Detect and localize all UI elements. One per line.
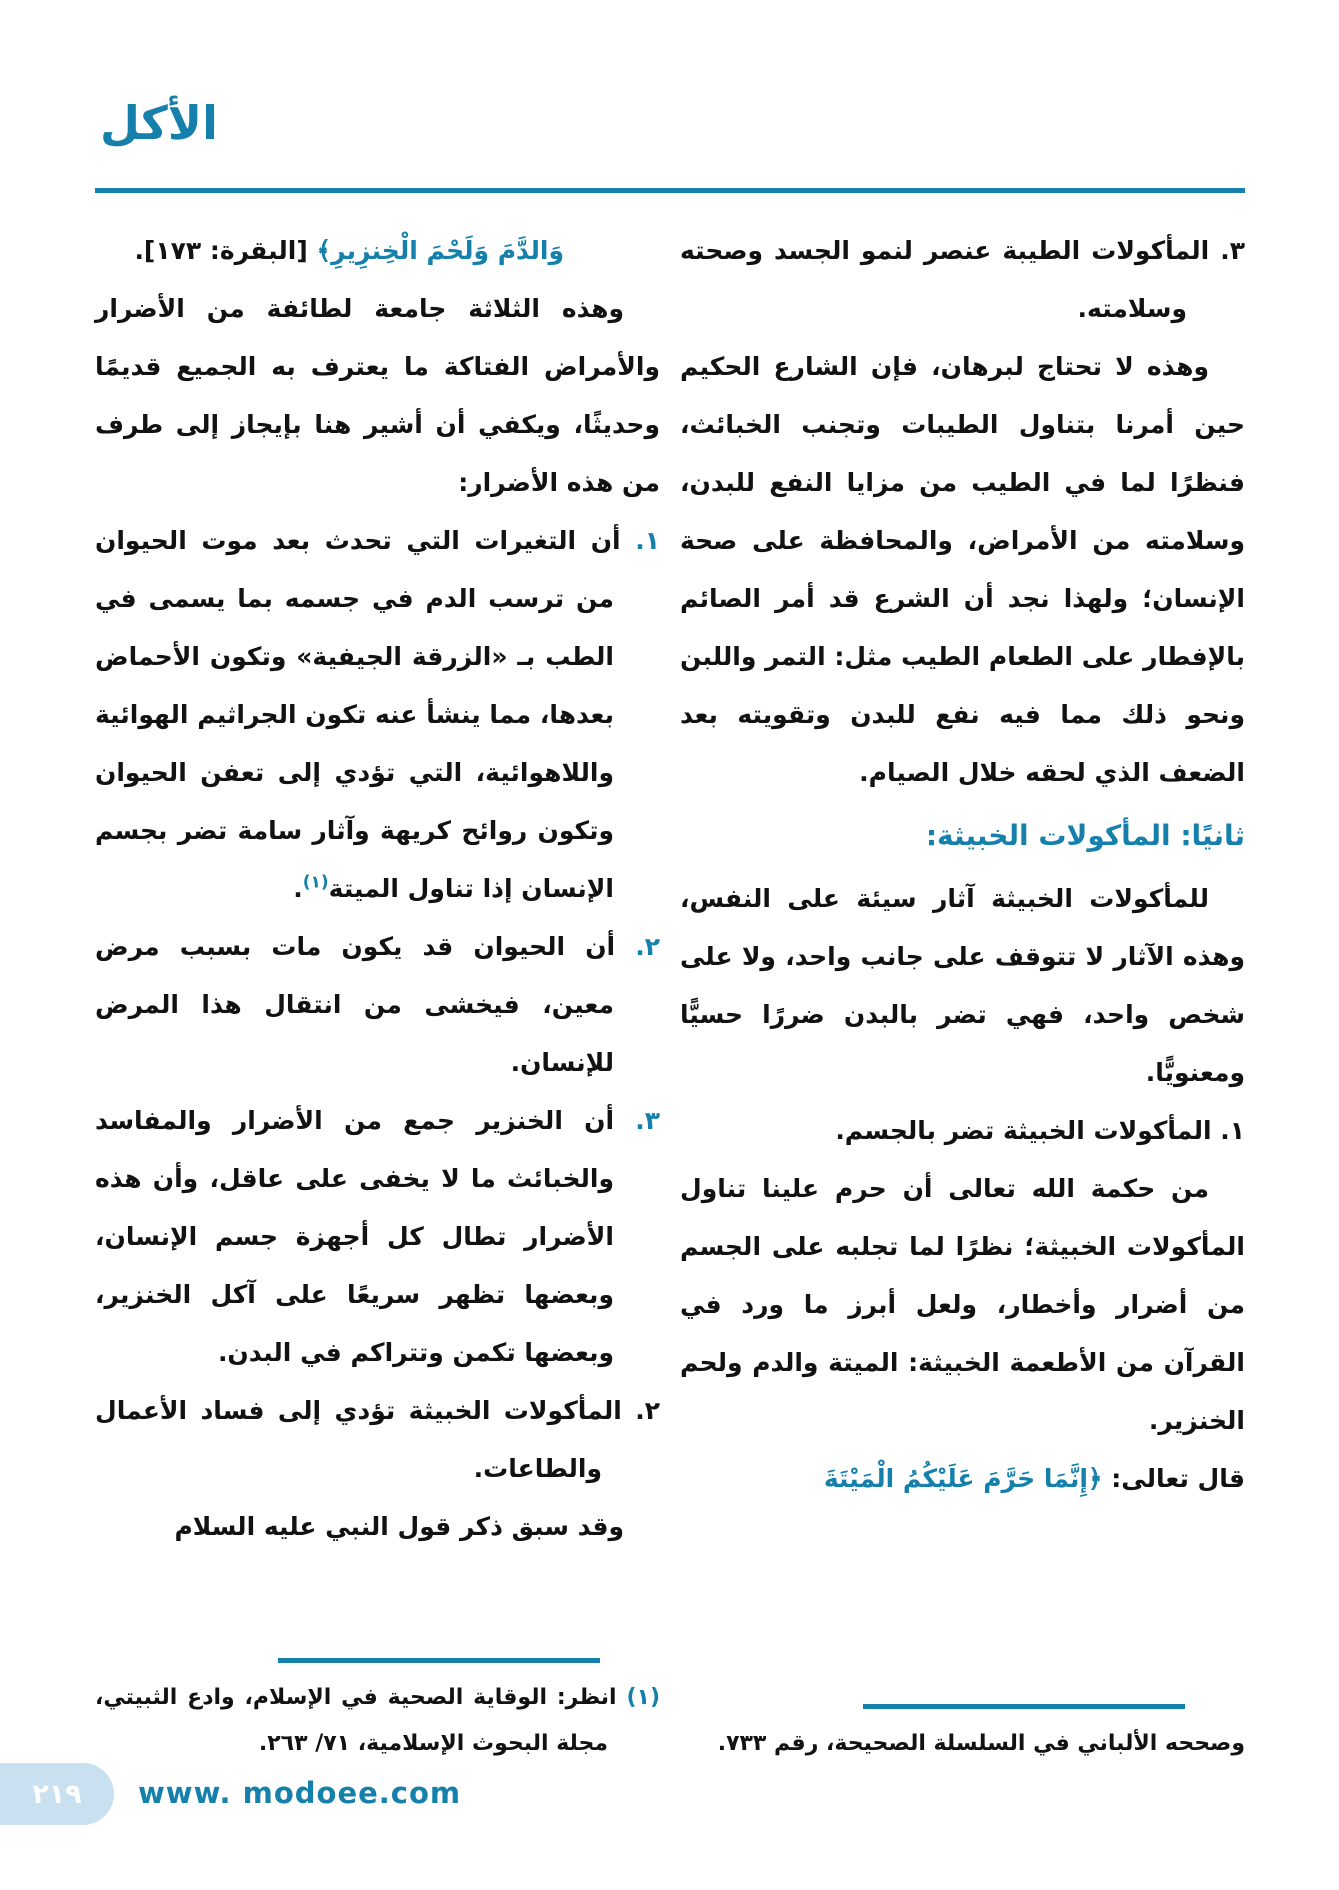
sub-item-3 (95, 1092, 660, 1382)
quran-verse-text: وَالدَّمَ وَلَحْمَ الْخِنزِيرِ﴾ (316, 236, 564, 265)
sub-item-number: ١. (620, 526, 661, 555)
section-heading-khabitha: ثانيًا: المأكولات الخبيثة: (925, 819, 1245, 852)
sub-item-number: ٣. (614, 1106, 660, 1135)
paragraph-sabaq: وقد سبق ذكر قول النبي عليه السلام (174, 1512, 624, 1541)
column-right (680, 222, 1245, 1767)
numbered-point-tayyibat: ٣. المأكولات الطيبة عنصر لنمو الجسد وصحته وسلامته. (680, 236, 1245, 323)
quran-verse-line (680, 1450, 1245, 1508)
column-left (95, 222, 660, 1767)
two-column-text (95, 222, 1245, 1767)
paragraph-athar: للمأكولات الخبيثة آثار سيئة على النفس، وهذه الآثار لا تتوقف على جانب واحد، ولا على شخص واحد، فهي تضر بالبدن ضررًا حسيًّا ومعنويًّا. (680, 884, 1245, 1087)
quran-reference: [البقرة: ١٧٣]. (134, 236, 317, 265)
footnote-wiqaya (95, 1675, 660, 1767)
sub-item-tail: . (293, 874, 303, 903)
sub-item-number: ٢. (615, 932, 660, 961)
footnote-number: (١) (616, 1685, 660, 1710)
footnote-block-left (95, 1642, 660, 1767)
paragraph-thalatha: وهذه الثلاثة جامعة لطائفة من الأضرار والأمراض الفتاكة ما يعترف به الجميع قديمًا وحديثًا، ويكفي أن أشير هنا بإيجاز إلى طرف من هذه الأضرار: (95, 294, 660, 497)
paragraph-hikmah: من حكمة الله تعالى أن حرم علينا تناول المأكولات الخبيثة؛ نظرًا لما تجلبه على الجسم من أضرار وأخطار، ولعل أبرز ما ورد في القرآن من الأطعمة الخبيثة: الميتة والدم ولحم الخنزير. (680, 1174, 1245, 1435)
sub-item-2 (95, 918, 660, 1092)
numbered-point-jism: ١. المأكولات الخبيثة تضر بالجسم. (835, 1116, 1245, 1145)
sub-item-text: أن التغيرات التي تحدث بعد موت الحيوان من ترسب الدم في جسمه بما يسمى في الطب بـ «الزرقة الجيفية» وتكون الأحماض بعدها، مما ينشأ عنه تكون الجراثيم الهوائية واللاهوائية، التي تؤدي إلى تعفن الحيوان وتكون روائح كريهة وآثار سامة تضر بجسم الإنسان إذا تناول الميتة (95, 526, 621, 903)
quran-intro: قال تعالى: (1102, 1464, 1245, 1493)
page-title: الأكل (100, 96, 218, 150)
numbered-point-fasad: ٢. المأكولات الخبيثة تؤدي إلى فساد الأعمال والطاعات. (95, 1396, 660, 1483)
footnote-reference-mark: (١) (302, 872, 329, 893)
footnote-separator (278, 1658, 600, 1663)
paragraph-burhan: وهذه لا تحتاج لبرهان، فإن الشارع الحكيم حين أمرنا بتناول الطيبات وتجنب الخبائث، فنظرًا لما في الطيب من مزايا النفع للبدن، وسلامته من الأمراض، والمحافظة على صحة الإنسان؛ ولهذا نجد أن الشرع قد أمر الصائم بالإفطار على الطعام الطيب مثل: التمر واللبن ونحو ذلك مما فيه نفع للبدن وتقويته بعد الضعف الذي لحقه خلال الصيام. (680, 352, 1245, 787)
footnote-separator (863, 1704, 1185, 1709)
footnote-albani: وصححه الألباني في السلسلة الصحيحة، رقم ٧٣٣. (717, 1731, 1245, 1756)
quran-verse-continuation (95, 222, 660, 280)
footnote-text: انظر: الوقاية الصحية في الإسلام، وادع الثبيتي، مجلة البحوث الإسلامية، ٧١/ ٢٦٣. (95, 1685, 617, 1756)
page-number-badge (0, 1763, 114, 1825)
sub-item-1 (95, 512, 660, 918)
footnote-block-right (680, 1688, 1245, 1767)
sub-item-text: أن الخنزير جمع من الأضرار والمفاسد والخبائث ما لا يخفى على عاقل، وأن هذه الأضرار تطال كل أجهزة جسم الإنسان، وبعضها تظهر سريعًا على آكل الخنزير، وبعضها تكمن وتتراكم في البدن. (95, 1106, 615, 1367)
quran-verse-text: ﴿إِنَّمَا حَرَّمَ عَلَيْكُمُ الْمَيْتَةَ (823, 1464, 1103, 1493)
page-number: ٢١٩ (32, 1778, 82, 1810)
sub-item-text: أن الحيوان قد يكون مات بسبب مرض معين، فيخشى من انتقال هذا المرض للإنسان. (95, 932, 616, 1077)
header-rule (95, 188, 1245, 193)
website-url: www. modoee.com (138, 1776, 462, 1810)
